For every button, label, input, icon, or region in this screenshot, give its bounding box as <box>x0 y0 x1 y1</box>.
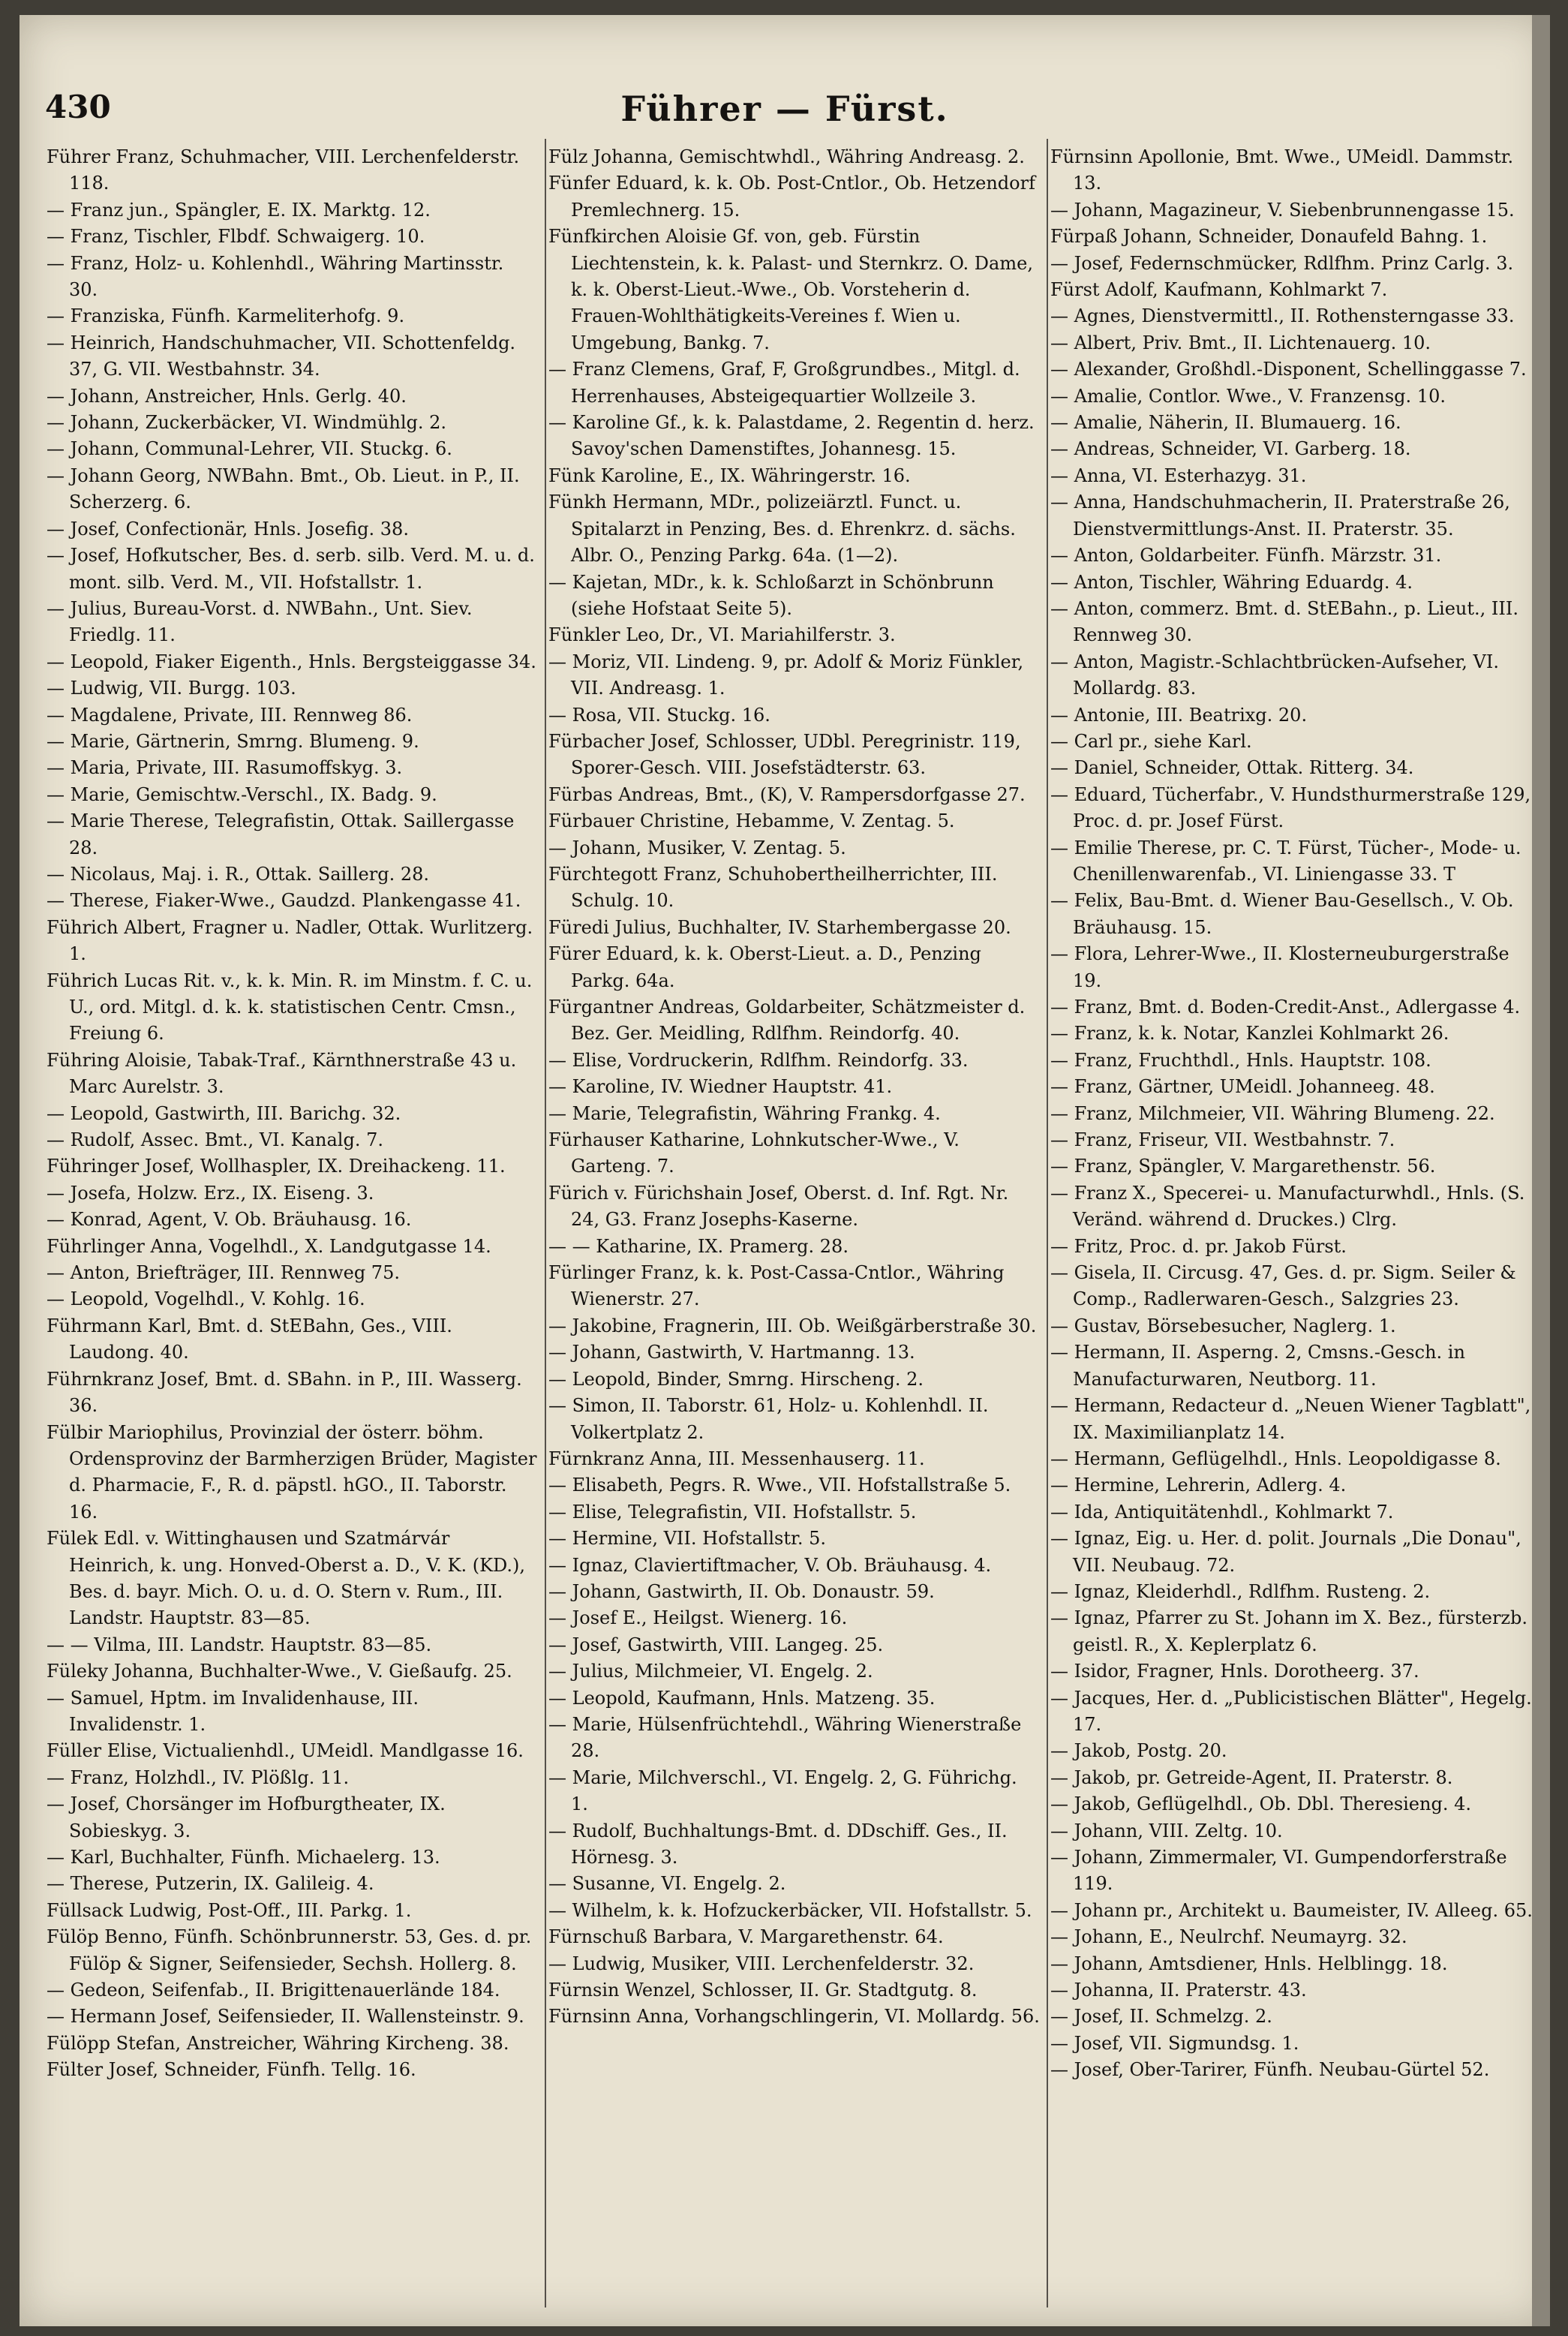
directory-entry: — Daniel, Schneider, Ottak. Ritterg. 34. <box>1050 757 1414 779</box>
directory-entry: — Maria, Private, III. Rasumoffskyg. 3. <box>47 757 403 779</box>
directory-entry: — Carl pr., siehe Karl. <box>1050 730 1252 752</box>
directory-entry: — Marie, Gärtnerin, Smrng. Blumeng. 9. <box>47 730 419 752</box>
directory-entry: Führinger Josef, Wollhaspler, IX. Dreihackeng. 11. <box>47 1156 506 1177</box>
directory-entry: — Leopold, Binder, Smrng. Hirscheng. 2. <box>548 1368 924 1390</box>
column-left <box>47 144 538 2305</box>
directory-entry: — Ignaz, Kleiderhdl., Rdlfhm. Rusteng. 2. <box>1050 1580 1431 1602</box>
directory-entry: — Simon, II. Taborstr. 61, Holz- u. Kohlenhdl. II. Volkertplatz 2. <box>548 1395 989 1443</box>
directory-entry: — Hermine, VII. Hofstallstr. 5. <box>548 1528 826 1550</box>
directory-entry: — Hermine, Lehrerin, Adlerg. 4. <box>1050 1475 1347 1496</box>
directory-entry: — Kajetan, MDr., k. k. Schloßarzt in Schönbrunn (siehe Hofstaat Seite 5). <box>548 571 994 619</box>
directory-entry: Führing Aloisie, Tabak-Traf., Kärnthnerstraße 43 u. Marc Aurelstr. 3. <box>47 1049 517 1098</box>
directory-entry: — Josef, Gastwirth, VIII. Langeg. 25. <box>548 1634 884 1655</box>
directory-entry: Fülöp Benno, Fünfh. Schönbrunnerstr. 53, Ges. d. pr. Fülöp & Signer, Seifensieder, Sechsh. Hollerg. 8. <box>47 1926 532 1974</box>
directory-entry: — Josef, II. Schmelzg. 2. <box>1050 2006 1272 2028</box>
directory-entry: — Hermann Josef, Seifensieder, II. Wallensteinstr. 9. <box>47 2006 524 2028</box>
directory-entry: — Leopold, Gastwirth, III. Barichg. 32. <box>47 1102 401 1124</box>
directory-entry: — Samuel, Hptm. im Invalidenhause, III. Invalidenstr. 1. <box>47 1687 419 1735</box>
directory-entry: — Therese, Fiaker-Wwe., Gaudzd. Plankengasse 41. <box>47 890 521 912</box>
directory-entry: Fürbas Andreas, Bmt., (K), V. Rampersdorfgasse 27. <box>548 783 1026 805</box>
directory-entry: — Franz, Holzhdl., IV. Plößlg. 11. <box>47 1766 350 1788</box>
directory-entry: — Johann, Communal-Lehrer, VII. Stuckg. 6. <box>47 438 452 460</box>
directory-entry: — Josef, Chorsänger im Hofburgtheater, IX. Sobieskyg. 3. <box>47 1793 446 1841</box>
directory-entry: Füllsack Ludwig, Post-Off., III. Parkg. 1. <box>47 1899 412 1921</box>
page-header <box>20 89 1550 141</box>
directory-entry: Führmann Karl, Bmt. d. StEBahn, Ges., VIII. Laudong. 40. <box>47 1315 452 1363</box>
directory-entry: — Franz, Holz- u. Kohlenhdl., Währing Martinsstr. 30. <box>47 252 504 301</box>
directory-entry: Füller Elise, Victualienhdl., UMeidl. Mandlgasse 16. <box>47 1740 524 1762</box>
directory-entry: — Anton, commerz. Bmt. d. StEBahn., p. Lieut., III. Rennweg 30. <box>1050 597 1518 646</box>
directory-entry: — Agnes, Dienstvermittl., II. Rothensterngasse 33. <box>1050 305 1515 327</box>
directory-entry: — Johann pr., Architekt u. Baumeister, IV. Alleeg. 65. <box>1050 1899 1533 1921</box>
directory-entry: — Hermann, II. Asperng. 2, Cmsns.-Gesch. in Manufacturwaren, Neutborg. 11. <box>1050 1342 1465 1390</box>
directory-columns <box>47 144 1536 2305</box>
directory-entry: — Gedeon, Seifenfab., II. Brigittenauerlände 184. <box>47 1980 500 2001</box>
directory-entry: — Johann, Magazineur, V. Siebenbrunnengasse 15. <box>1050 199 1515 221</box>
directory-entry: Fürlinger Franz, k. k. Post-Cassa-Cntlor., Währing Wienerstr. 27. <box>548 1262 1005 1310</box>
directory-entry: Fünfkirchen Aloisie Gf. von, geb. Fürstin Liechtenstein, k. k. Palast- und Sternkrz. O. Dame, k. k. Oberst-Lieut.-Wwe., Ob. Vorsteherin d. Frauen-Wohlthätigkeits-Vereines f. Wien u. Umgebung, Bankg. 7. <box>548 226 1033 353</box>
directory-entry: — Leopold, Fiaker Eigenth., Hnls. Bergsteiggasse 34. <box>47 651 536 672</box>
directory-entry: — Jacques, Her. d. „Publicistischen Blätter", Hegelg. 17. <box>1050 1687 1532 1735</box>
directory-entry: — Josef, Confectionär, Hnls. Josefig. 38. <box>47 518 409 540</box>
directory-entry: Führlinger Anna, Vogelhdl., X. Landgutgasse 14. <box>47 1235 491 1257</box>
directory-entry: — Rudolf, Buchhaltungs-Bmt. d. DDschiff. Ges., II. Hörnesg. 3. <box>548 1820 1008 1868</box>
directory-entry: — Magdalene, Private, III. Rennweg 86. <box>47 704 413 726</box>
directory-entry: — Karl, Buchhalter, Fünfh. Michaelerg. 13. <box>47 1847 440 1868</box>
directory-entry: — Julius, Bureau-Vorst. d. NWBahn., Unt. Siev. Friedlg. 11. <box>47 597 473 646</box>
directory-entry: — Rosa, VII. Stuckg. 16. <box>548 704 770 726</box>
directory-entry: — Karoline Gf., k. k. Palastdame, 2. Regentin d. herz. Savoy'schen Damenstiftes, Johannesg. 15. <box>548 412 1035 460</box>
directory-entry: Fürst Adolf, Kaufmann, Kohlmarkt 7. <box>1050 279 1388 301</box>
directory-entry: — Ignaz, Claviertiftmacher, V. Ob. Bräuhausg. 4. <box>548 1554 992 1576</box>
directory-entry: — Susanne, VI. Engelg. 2. <box>548 1873 786 1895</box>
directory-entry: — Josefa, Holzw. Erz., IX. Eiseng. 3. <box>47 1182 374 1204</box>
directory-entry: — Moriz, VII. Lindeng. 9, pr. Adolf & Moriz Fünkler, VII. Andreasg. 1. <box>548 651 1024 699</box>
directory-entry: — Jakob, Geflügelhdl., Ob. Dbl. Theresieng. 4. <box>1050 1793 1471 1815</box>
directory-entry: — Johann, Zimmermaler, VI. Gumpendorferstraße 119. <box>1050 1847 1507 1895</box>
directory-entry: — Franz, Tischler, Flbdf. Schwaigerg. 10. <box>47 226 425 248</box>
directory-entry: — Eduard, Tücherfabr., V. Hundsthurmerstraße 129, Proc. d. pr. Josef Fürst. <box>1050 783 1531 832</box>
directory-entry: Fürgantner Andreas, Goldarbeiter, Schätzmeister d. Bez. Ger. Meidling, Rdlfhm. Reindorfg. 40. <box>548 997 1026 1045</box>
column-right <box>1050 144 1542 2305</box>
directory-entry: — Johanna, II. Praterstr. 43. <box>1050 1980 1307 2001</box>
directory-entry: — Marie, Milchverschl., VI. Engelg. 2, G. Führichg. 1. <box>548 1766 1017 1815</box>
directory-entry: — Johann, Amtsdiener, Hnls. Helblingg. 18. <box>1050 1953 1448 1974</box>
directory-entry: Fünk Karoline, E., IX. Währingerstr. 16. <box>548 464 911 486</box>
directory-entry: — Nicolaus, Maj. i. R., Ottak. Saillerg. 28. <box>47 863 429 885</box>
directory-entry: Fünkh Hermann, MDr., polizeiärztl. Funct. u. Spitalarzt in Penzing, Bes. d. Ehrenkrz. d. sächs. Albr. O., Penzing Parkg. 64a. (1—2). <box>548 492 1016 567</box>
directory-entry: — Josef E., Heilgst. Wienerg. 16. <box>548 1607 848 1629</box>
directory-entry: — Anna, Handschuhmacherin, II. Praterstraße 26, Dienstvermittlungs-Anst. II. Praterstr. 35. <box>1050 492 1510 540</box>
directory-entry: — Franz, Bmt. d. Boden-Credit-Anst., Adlergasse 4. <box>1050 997 1521 1018</box>
directory-entry: — Konrad, Agent, V. Ob. Bräuhausg. 16. <box>47 1209 412 1231</box>
directory-entry: — Jakobine, Fragnerin, III. Ob. Weißgärberstraße 30. <box>548 1315 1037 1336</box>
directory-entry: — Josef, Ober-Tarirer, Fünfh. Neubau-Gürtel 52. <box>1050 2059 1490 2081</box>
directory-entry: — Ignaz, Eig. u. Her. d. polit. Journals „Die Donau", VII. Neubaug. 72. <box>1050 1528 1521 1576</box>
directory-entry: — Rudolf, Assec. Bmt., VI. Kanalg. 7. <box>47 1129 383 1151</box>
directory-entry: — Johann, Musiker, V. Zentag. 5. <box>548 837 846 858</box>
directory-entry: Fünfer Eduard, k. k. Ob. Post-Cntlor., Ob. Hetzendorf Premlechnerg. 15. <box>548 173 1035 221</box>
directory-entry: — Ludwig, VII. Burgg. 103. <box>47 678 296 699</box>
directory-entry: — Amalie, Näherin, II. Blumauerg. 16. <box>1050 412 1401 434</box>
directory-entry: — Franz, Fruchthdl., Hnls. Hauptstr. 108. <box>1050 1049 1431 1071</box>
directory-entry: — Julius, Milchmeier, VI. Engelg. 2. <box>548 1661 873 1682</box>
directory-entry: — Gisela, II. Circusg. 47, Ges. d. pr. Sigm. Seiler & Comp., Radlerwaren-Gesch., Salzgries 23. <box>1050 1262 1516 1310</box>
directory-entry: — Ida, Antiquitätenhdl., Kohlmarkt 7. <box>1050 1501 1394 1523</box>
directory-entry: — Amalie, Contlor. Wwe., V. Franzensg. 10. <box>1050 385 1446 407</box>
directory-entry: — — Vilma, III. Landstr. Hauptstr. 83—85. <box>47 1634 432 1655</box>
directory-entry: — Johann, Anstreicher, Hnls. Gerlg. 40. <box>47 385 407 407</box>
directory-entry: Fürnsinn Anna, Vorhangschlingerin, VI. Mollardg. 56. <box>548 2006 1040 2028</box>
directory-entry: — Franz Clemens, Graf, F, Großgrundbes., Mitgl. d. Herrenhauses, Absteigequartier Wollzeile 3. <box>548 359 1020 407</box>
directory-entry: — Franz, k. k. Notar, Kanzlei Kohlmarkt 26. <box>1050 1023 1449 1045</box>
directory-entry: — Franz, Gärtner, UMeidl. Johanneeg. 48. <box>1050 1076 1435 1098</box>
directory-entry: — Marie Therese, Telegrafistin, Ottak. Saillergasse 28. <box>47 810 515 858</box>
directory-entry: Füleky Johanna, Buchhalter-Wwe., V. Gießaufg. 25. <box>47 1661 512 1682</box>
directory-entry: — Isidor, Fragner, Hnls. Dorotheerg. 37. <box>1050 1661 1419 1682</box>
directory-entry: Fürpaß Johann, Schneider, Donaufeld Bahng. 1. <box>1050 226 1488 248</box>
directory-entry: — Elisabeth, Pegrs. R. Wwe., VII. Hofstallstraße 5. <box>548 1475 1011 1496</box>
directory-entry: — Franziska, Fünfh. Karmeliterhofg. 9. <box>47 305 405 327</box>
directory-entry: Fürnschuß Barbara, V. Margarethenstr. 64. <box>548 1926 944 1948</box>
directory-entry: Fürer Eduard, k. k. Oberst-Lieut. a. D., Penzing Parkg. 64a. <box>548 943 981 991</box>
directory-entry: Fürnkranz Anna, III. Messenhauserg. 11. <box>548 1448 925 1469</box>
directory-entry: — Ludwig, Musiker, VIII. Lerchenfelderstr. 32. <box>548 1953 975 1974</box>
directory-entry: Fülöpp Stefan, Anstreicher, Währing Kircheng. 38. <box>47 2032 509 2054</box>
directory-entry: — Anton, Magistr.-Schlachtbrücken-Aufseher, VI. Mollardg. 83. <box>1050 651 1499 699</box>
directory-entry: — Elise, Vordruckerin, Rdlfhm. Reindorfg. 33. <box>548 1049 969 1071</box>
directory-entry: Fürich v. Fürichshain Josef, Oberst. d. Inf. Rgt. Nr. 24, G3. Franz Josephs-Kaserne. <box>548 1182 1009 1231</box>
directory-entry: — Josef, Hofkutscher, Bes. d. serb. silb. Verd. M. u. d. mont. silb. Verd. M., VII. Hofstallstr. 1. <box>47 545 535 593</box>
page-number: 430 <box>45 89 111 125</box>
directory-entry: — Therese, Putzerin, IX. Galileig. 4. <box>47 1873 374 1895</box>
directory-entry: — Jakob, Postg. 20. <box>1050 1740 1227 1762</box>
directory-entry: Führer Franz, Schuhmacher, VIII. Lerchenfelderstr. 118. <box>47 146 520 194</box>
directory-entry: — Franz jun., Spängler, E. IX. Marktg. 12. <box>47 199 431 221</box>
directory-entry: Fürnsin Wenzel, Schlosser, II. Gr. Stadtgutg. 8. <box>548 1980 978 2001</box>
directory-entry: — Anton, Tischler, Währing Eduardg. 4. <box>1050 571 1413 593</box>
directory-entry: — Felix, Bau-Bmt. d. Wiener Bau-Gesellsch., V. Ob. Bräuhausg. 15. <box>1050 890 1514 938</box>
directory-page <box>20 15 1550 2326</box>
directory-entry: — Johann, Zuckerbäcker, VI. Windmühlg. 2. <box>47 412 447 434</box>
directory-entry: Führich Lucas Rit. v., k. k. Min. R. im Minstm. f. C. u. U., ord. Mitgl. d. k. k. statistischen Centr. Cmsn., Freiung 6. <box>47 970 533 1045</box>
directory-entry: — Fritz, Proc. d. pr. Jakob Fürst. <box>1050 1235 1347 1257</box>
directory-entry: Fülter Josef, Schneider, Fünfh. Tellg. 16. <box>47 2059 416 2081</box>
directory-entry: — Ignaz, Pfarrer zu St. Johann im X. Bez., fürsterzb. geistl. R., X. Keplerplatz 6. <box>1050 1607 1528 1655</box>
directory-entry: — Heinrich, Handschuhmacher, VII. Schottenfeldg. 37, G. VII. Westbahnstr. 34. <box>47 332 516 380</box>
directory-entry: Führnkranz Josef, Bmt. d. SBahn. in P., III. Wasserg. 36. <box>47 1368 522 1417</box>
directory-entry: — Anton, Briefträger, III. Rennweg 75. <box>47 1262 400 1284</box>
directory-entry: — Johann Georg, NWBahn. Bmt., Ob. Lieut. in P., II. Scherzerg. 6. <box>47 464 520 513</box>
directory-entry: — Johann, Gastwirth, II. Ob. Donaustr. 59. <box>548 1580 935 1602</box>
directory-entry: — — Katharine, IX. Pramerg. 28. <box>548 1235 849 1257</box>
directory-entry: — Johann, Gastwirth, V. Hartmanng. 13. <box>548 1342 915 1363</box>
directory-entry: Fürhauser Katharine, Lohnkutscher-Wwe., V. Garteng. 7. <box>548 1129 960 1177</box>
directory-entry: — Josef, Federnschmücker, Rdlfhm. Prinz Carlg. 3. <box>1050 252 1514 274</box>
directory-entry: — Leopold, Kaufmann, Hnls. Matzeng. 35. <box>548 1687 936 1709</box>
directory-entry: — Wilhelm, k. k. Hofzuckerbäcker, VII. Hofstallstr. 5. <box>548 1899 1032 1921</box>
directory-entry: — Hermann, Redacteur d. „Neuen Wiener Tagblatt", IX. Maximilianplatz 14. <box>1050 1395 1531 1443</box>
page-title: Führer — Fürst. <box>620 89 949 129</box>
directory-entry: — Marie, Telegrafistin, Währing Frankg. 4. <box>548 1102 941 1124</box>
directory-entry: Fülbir Mariophilus, Provinzial der österr. böhm. Ordensprovinz der Barmherzigen Brüder, Magister d. Pharmacie, F., R. d. päpstl. hGO., II. Taborstr. 16. <box>47 1421 537 1523</box>
directory-entry: — Anna, VI. Esterhazyg. 31. <box>1050 464 1307 486</box>
directory-entry: Fürchtegott Franz, Schuhobertheilherrichter, III. Schulg. 10. <box>548 863 998 912</box>
directory-entry: — Josef, VII. Sigmundsg. 1. <box>1050 2032 1299 2054</box>
column-middle <box>548 144 1040 2305</box>
directory-entry: Füredi Julius, Buchhalter, IV. Starhembergasse 20. <box>548 916 1011 938</box>
directory-entry: Fülek Edl. v. Wittinghausen und Szatmárvár Heinrich, k. ung. Honved-Oberst a. D., V. K. (KD.), Bes. d. bayr. Mich. O. u. d. O. Stern v. Rum., III. Landstr. Hauptstr. 83—85. <box>47 1528 526 1629</box>
directory-entry: — Emilie Therese, pr. C. T. Fürst, Tücher-, Mode- u. Chenillenwarenfab., VI. Liniengasse 33. T <box>1050 837 1521 885</box>
directory-entry: Fürbacher Josef, Schlosser, UDbl. Peregrinistr. 119, Sporer-Gesch. VIII. Josefstädterstr. 63. <box>548 730 1021 779</box>
directory-entry: — Antonie, III. Beatrixg. 20. <box>1050 704 1308 726</box>
directory-entry: — Elise, Telegrafistin, VII. Hofstallstr. 5. <box>548 1501 917 1523</box>
directory-entry: — Franz, Milchmeier, VII. Währing Blumeng. 22. <box>1050 1102 1495 1124</box>
directory-entry: — Marie, Hülsenfrüchtehdl., Währing Wienerstraße 28. <box>548 1713 1022 1762</box>
directory-entry: — Leopold, Vogelhdl., V. Kohlg. 16. <box>47 1288 365 1310</box>
directory-entry: — Franz, Spängler, V. Margarethenstr. 56. <box>1050 1156 1436 1177</box>
directory-entry: — Marie, Gemischtw.-Verschl., IX. Badg. 9. <box>47 783 437 805</box>
directory-entry: — Johann, VIII. Zeltg. 10. <box>1050 1820 1283 1841</box>
directory-entry: Fürbauer Christine, Hebamme, V. Zentag. 5. <box>548 810 955 832</box>
directory-entry: — Franz X., Specerei- u. Manufacturwhdl., Hnls. (S. Veränd. während d. Druckes.) Clrg. <box>1050 1182 1525 1231</box>
directory-entry: Fülz Johanna, Gemischtwhdl., Währing Andreasg. 2. <box>548 146 1025 167</box>
directory-entry: — Flora, Lehrer-Wwe., II. Klosterneuburgerstraße 19. <box>1050 943 1509 991</box>
directory-entry: Führich Albert, Fragner u. Nadler, Ottak. Wurlitzerg. 1. <box>47 916 533 965</box>
directory-entry: Fürnsinn Apollonie, Bmt. Wwe., UMeidl. Dammstr. 13. <box>1050 146 1514 194</box>
directory-entry: — Jakob, pr. Getreide-Agent, II. Praterstr. 8. <box>1050 1766 1453 1788</box>
directory-entry: — Albert, Priv. Bmt., II. Lichtenauerg. 10. <box>1050 332 1431 353</box>
directory-entry: — Anton, Goldarbeiter. Fünfh. Märzstr. 31. <box>1050 545 1442 567</box>
directory-entry: — Gustav, Börsebesucher, Naglerg. 1. <box>1050 1315 1396 1336</box>
directory-entry: — Andreas, Schneider, VI. Garberg. 18. <box>1050 438 1411 460</box>
directory-entry: Fünkler Leo, Dr., VI. Mariahilferstr. 3. <box>548 624 896 646</box>
directory-entry: — Franz, Friseur, VII. Westbahnstr. 7. <box>1050 1129 1395 1151</box>
directory-entry: — Alexander, Großhdl.-Disponent, Schellinggasse 7. <box>1050 359 1527 380</box>
directory-entry: — Johann, E., Neulrchf. Neumayrg. 32. <box>1050 1926 1407 1948</box>
directory-entry: — Karoline, IV. Wiedner Hauptstr. 41. <box>548 1076 893 1098</box>
directory-entry: — Hermann, Geflügelhdl., Hnls. Leopoldigasse 8. <box>1050 1448 1501 1469</box>
